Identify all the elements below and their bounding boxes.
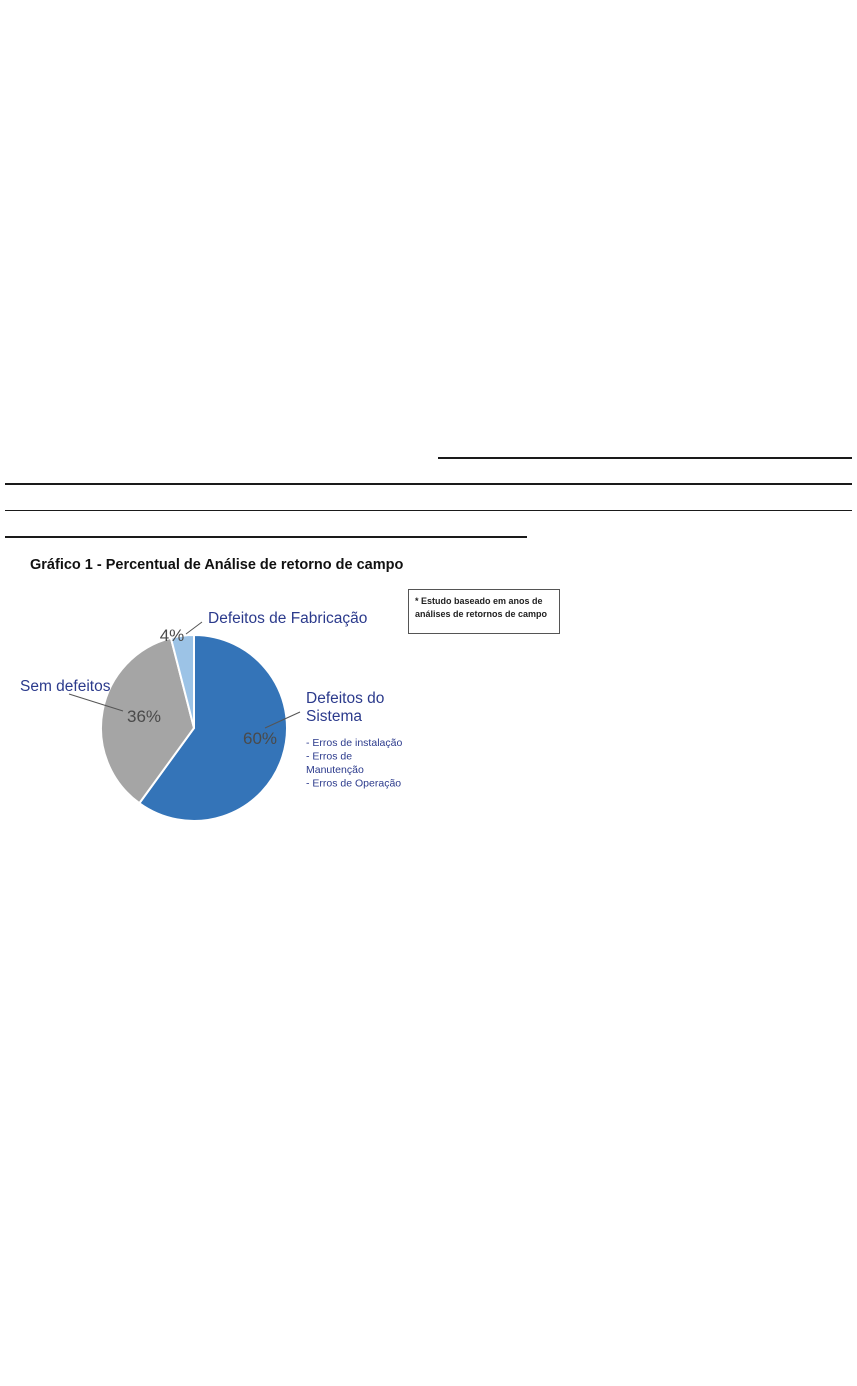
slice-value-label: 60% — [242, 729, 278, 748]
slice-category-label: Defeitos de Fabricação — [208, 610, 368, 627]
slice-value-label: 4% — [159, 626, 185, 645]
leader-line — [186, 622, 202, 634]
slice-category-label: Sem defeitos — [20, 678, 111, 695]
slice-value-label: 36% — [126, 707, 162, 726]
slice-detail-list: - Erros de instalação - Erros de Manutenção - Erros de Operação — [306, 737, 403, 790]
slice-category-label: Defeitos do Sistema — [306, 690, 385, 725]
chart-note: * Estudo baseado em anos de análises de retornos de campo — [408, 589, 560, 634]
chart-title: Gráfico 1 - Percentual de Análise de retorno de campo — [30, 557, 404, 573]
